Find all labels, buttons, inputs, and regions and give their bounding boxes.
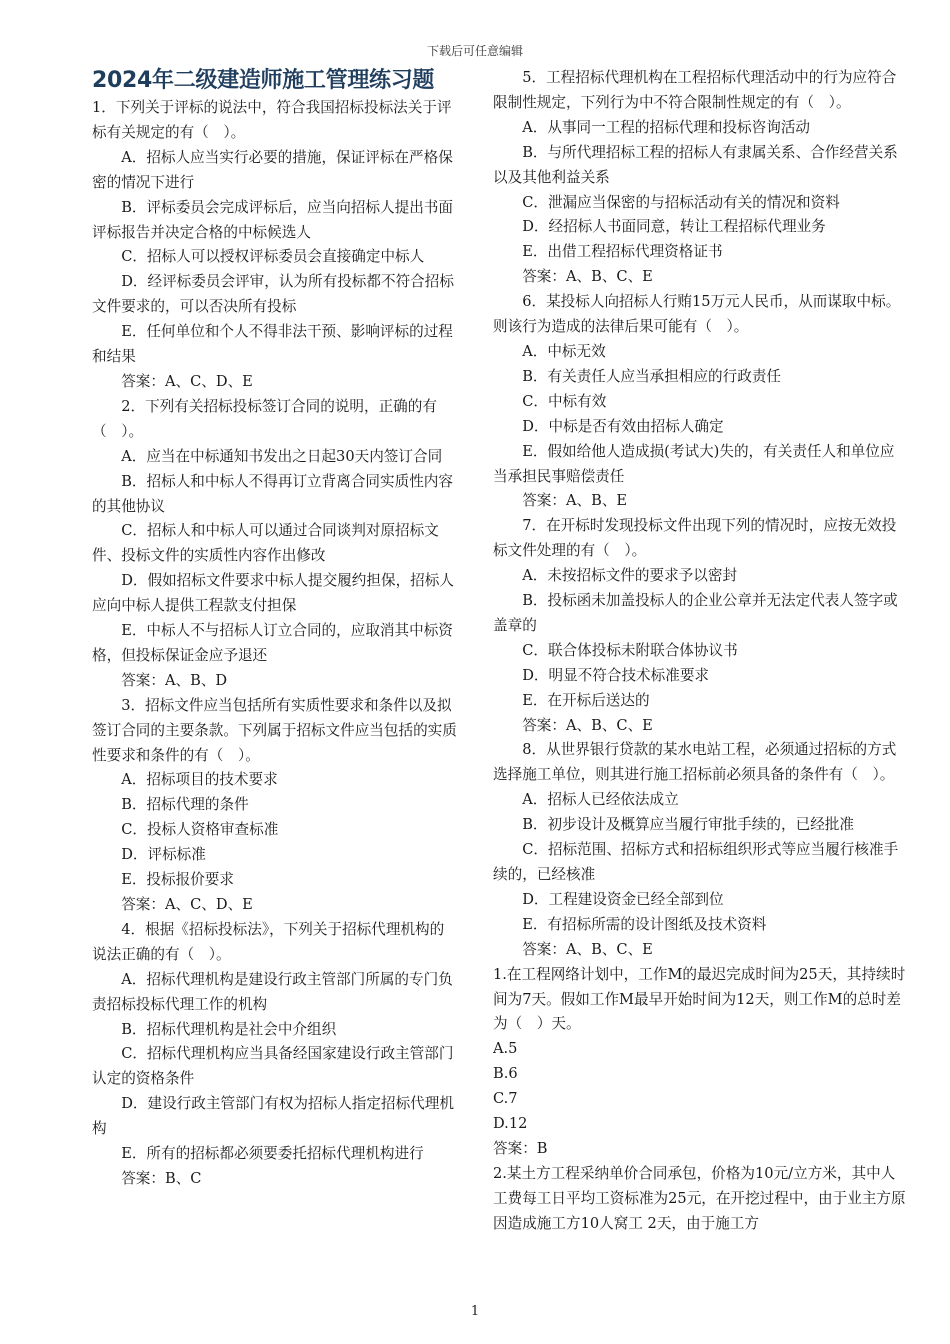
left-paragraph: A．招标项目的技术要求 bbox=[121, 771, 278, 789]
right-paragraph: B.6 bbox=[493, 1065, 518, 1083]
right-paragraph: A．中标无效 bbox=[522, 342, 606, 360]
right-paragraph: 答案：A、B、C、E bbox=[522, 268, 653, 286]
right-paragraph: D.12 bbox=[493, 1115, 528, 1133]
left-paragraph: D．建设行政主管部门有权为招标人指定招标代理机构 bbox=[92, 1095, 454, 1138]
left-paragraph: 答案：A、C、D、E bbox=[121, 372, 253, 390]
right-paragraph: E．假如给他人造成损(考试大)失的，有关责任人和单位应当承担民事赔偿责任 bbox=[493, 442, 895, 485]
left-paragraph: B．招标代理机构是社会中介组织 bbox=[121, 1020, 337, 1038]
right-paragraph: B．与所代理招标工程的招标人有隶属关系、合作经营关系以及其他利益关系 bbox=[493, 143, 898, 186]
left-paragraph: 答案：A、B、D bbox=[121, 671, 228, 689]
right-paragraph: E．出借工程招标代理资格证书 bbox=[522, 243, 723, 261]
right-paragraph: A．招标人已经依法成立 bbox=[522, 791, 679, 809]
left-paragraphs bbox=[92, 96, 458, 1192]
right-paragraph: C．泄漏应当保密的与招标活动有关的情况和资料 bbox=[522, 193, 840, 211]
right-paragraph: C．招标范围、招标方式和招标组织形式等应当履行核准手续的，已经核准 bbox=[493, 841, 899, 883]
left-paragraph: E．投标报价要求 bbox=[121, 871, 234, 889]
left-paragraph: B．招标代理的条件 bbox=[121, 796, 249, 814]
left-paragraph: 4．根据《招标投标法》，下列关于招标代理机构的说法正确的有（ ）。 bbox=[92, 920, 445, 963]
document-title: 2024年二级建造师施工管理练习题 bbox=[92, 68, 435, 93]
right-column bbox=[493, 66, 908, 1237]
left-paragraph: D．假如招标文件要求中标人提交履约担保，招标人应向中标人提供工程款支付担保 bbox=[92, 572, 454, 615]
right-paragraphs bbox=[493, 66, 908, 1237]
right-paragraph: 6．某投标人向招标人行贿15万元人民币，从而谋取中标。则该行为造成的法律后果可能有（ ）。 bbox=[493, 293, 901, 336]
right-paragraph: C.7 bbox=[493, 1090, 518, 1108]
left-paragraph: 答案：A、C、D、E bbox=[121, 896, 253, 913]
right-paragraph: 1.在工程网络计划中，工作M的最迟完成时间为25天，其持续时间为7天。假如工作M最早开始时间为12天，则工作M的总时差为（ ）天。 bbox=[493, 965, 906, 1033]
left-paragraph: C．招标代理机构应当具备经国家建设行政主管部门认定的资格条件 bbox=[92, 1045, 454, 1088]
right-paragraph: D．中标是否有效由招标人确定 bbox=[522, 417, 724, 435]
right-paragraph: B．有关责任人应当承担相应的行政责任 bbox=[522, 367, 782, 385]
left-paragraph: D．评标标准 bbox=[121, 846, 206, 864]
left-paragraph: C．招标人可以授权评标委员会直接确定中标人 bbox=[121, 248, 425, 266]
left-paragraph: 答案：B、C bbox=[121, 1169, 202, 1187]
left-paragraph: B．招标人和中标人不得再订立背离合同实质性内容的其他协议 bbox=[92, 472, 453, 515]
right-paragraph: 7．在开标时发现投标文件出现下列的情况时，应按无效投标文件处理的有（ ）。 bbox=[493, 517, 897, 560]
right-paragraph: 2.某土方工程采纳单价合同承包，价格为10元/立方米，其中人工费每工日平均工资标准为25元，在开挖过程中，由于业主方原因造成施工方10人窝工 2天，由于施工方 bbox=[493, 1164, 906, 1232]
left-paragraph: B．评标委员会完成评标后，应当向招标人提出书面评标报告并决定合格的中标候选人 bbox=[92, 198, 453, 241]
left-paragraph: 1．下列关于评标的说法中，符合我国招标投标法关于评标有关规定的有（ ）。 bbox=[92, 99, 452, 141]
left-paragraph: E．任何单位和个人不得非法干预、影响评标的过程和结果 bbox=[92, 323, 453, 366]
left-paragraph: A．招标人应当实行必要的措施，保证评标在严格保密的情况下进行 bbox=[92, 148, 453, 191]
left-paragraph: 3．招标文件应当包括所有实质性要求和条件以及拟签订合同的主要条款。下列属于招标文件应当包括的实质性要求和条件的有（ ）。 bbox=[92, 696, 457, 764]
left-paragraph: A．应当在中标通知书发出之日起30天内签订合同 bbox=[121, 447, 443, 465]
right-paragraph: E．在开标后送达的 bbox=[522, 691, 650, 709]
right-paragraph: E．有招标所需的设计图纸及技术资料 bbox=[522, 915, 767, 933]
left-paragraph: C．投标人资格审查标准 bbox=[121, 821, 279, 839]
right-paragraph: 答案：A、B、C、E bbox=[522, 716, 653, 734]
left-paragraph: D．经评标委员会评审，认为所有投标都不符合招标文件要求的，可以否决所有投标 bbox=[92, 273, 454, 316]
right-paragraph: C．联合体投标未附联合体协议书 bbox=[522, 641, 738, 659]
page-number: 1 bbox=[470, 1304, 480, 1319]
left-paragraph: A．招标代理机构是建设行政主管部门所属的专门负责招标投标代理工作的机构 bbox=[92, 970, 453, 1013]
page-header: 下载后可任意编辑 bbox=[426, 44, 523, 58]
right-paragraph: A．从事同一工程的招标代理和投标咨询活动 bbox=[522, 118, 811, 136]
left-paragraph: E．所有的招标都必须要委托招标代理机构进行 bbox=[121, 1145, 424, 1163]
left-paragraph: C．招标人和中标人可以通过合同谈判对原招标文件、投标文件的实质性内容作出修改 bbox=[92, 522, 439, 565]
right-paragraph: 5．工程招标代理机构在工程招标代理活动中的行为应符合限制性规定，下列行为中不符合限制性规定的有（ ）。 bbox=[493, 69, 897, 111]
right-paragraph: 8．从世界银行贷款的某水电站工程，必须通过招标的方式选择施工单位，则其进行施工招标前必须具备的条件有（ ）。 bbox=[493, 741, 897, 784]
right-paragraph: D．明显不符合技术标准要求 bbox=[522, 666, 710, 684]
left-paragraph: 2．下列有关招标投标签订合同的说明，正确的有（ ）。 bbox=[92, 397, 437, 440]
right-paragraph: 答案：A、B、C、E bbox=[522, 940, 653, 958]
right-paragraph: B．投标函未加盖投标人的企业公章并无法定代表人签字或盖章的 bbox=[493, 592, 898, 634]
left-paragraph: E．中标人不与招标人订立合同的，应取消其中标资格，但投标保证金应予退还 bbox=[92, 622, 453, 664]
left-column bbox=[92, 66, 458, 1192]
right-paragraph: 答案：B bbox=[493, 1139, 548, 1157]
right-paragraph: C．中标有效 bbox=[522, 392, 607, 410]
right-paragraph: D．经招标人书面同意，转让工程招标代理业务 bbox=[522, 218, 826, 236]
right-paragraph: A.5 bbox=[493, 1040, 518, 1058]
right-paragraph: B．初步设计及概算应当履行审批手续的，已经批准 bbox=[522, 816, 854, 834]
right-paragraph: 答案：A、B、E bbox=[522, 492, 628, 510]
right-paragraph: A．未按招标文件的要求予以密封 bbox=[522, 567, 738, 585]
right-paragraph: D．工程建设资金已经全部到位 bbox=[522, 890, 724, 908]
